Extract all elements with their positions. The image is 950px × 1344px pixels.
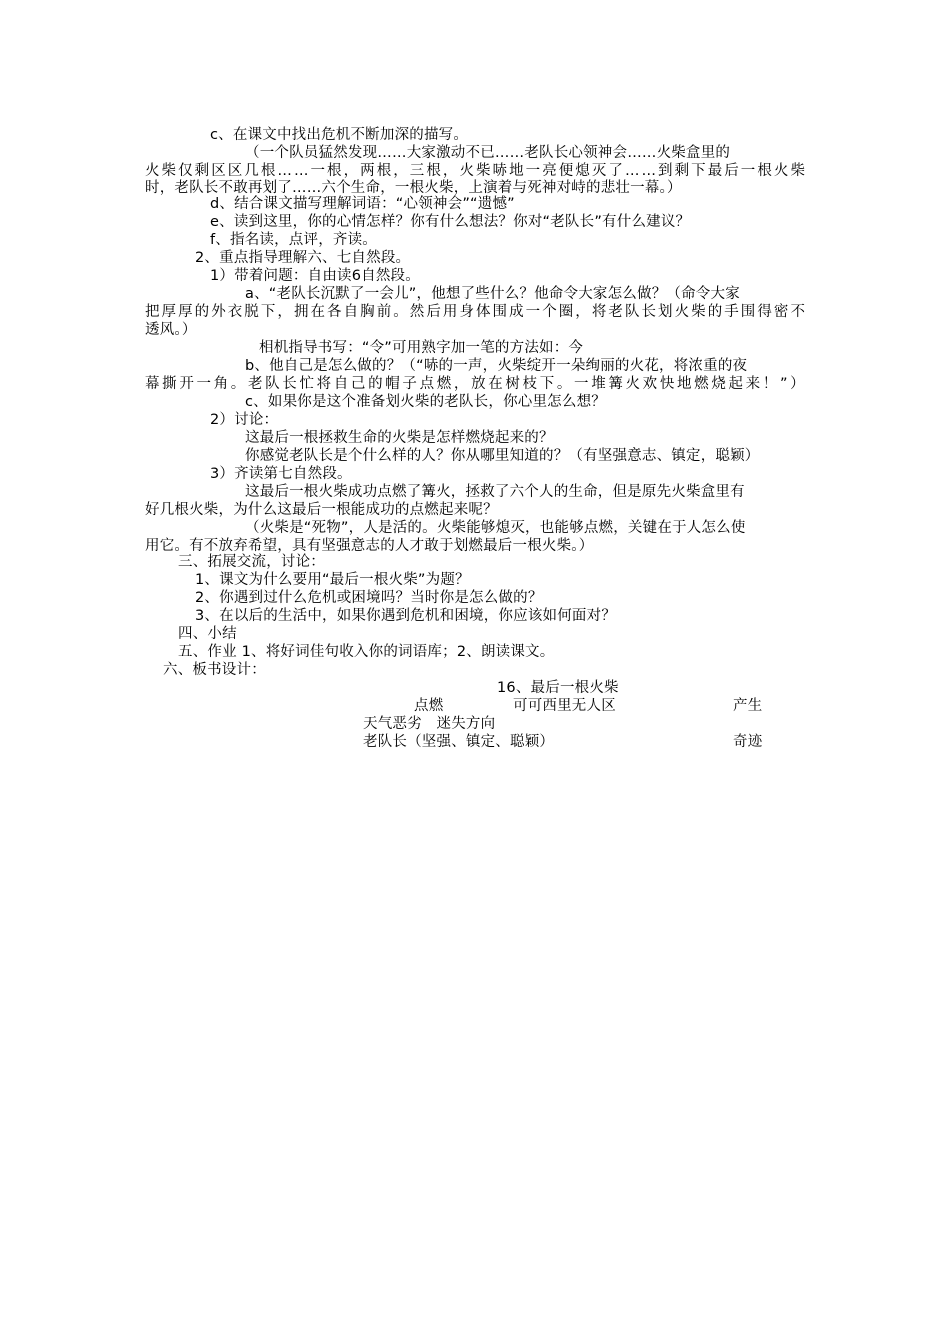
text-line: 2、你遇到过什么危机或困境吗？当时你是怎么做的？: [195, 590, 543, 606]
text-line: 1）带着问题：自由读6自然段。: [210, 268, 420, 284]
section-heading: 三、拓展交流，讨论：: [178, 554, 325, 570]
board-item: 天气恶劣 迷失方向: [363, 716, 496, 732]
section-heading: 四、小结: [178, 626, 237, 642]
text-line: 2、重点指导理解六、七自然段。: [195, 250, 411, 266]
text-line: f、指名读，点评，齐读。: [210, 232, 378, 248]
text-line: 这最后一根拯救生命的火柴是怎样燃烧起来的？: [245, 430, 554, 446]
section-heading: 六、板书设计：: [163, 662, 266, 678]
text-line: e、读到这里，你的心情怎样？你有什么想法？你对“老队长”有什么建议？: [210, 214, 691, 230]
board-item: 产生: [733, 698, 763, 714]
text-line: 用它。有不放弃希望，具有坚强意志的人才敢于划燃最后一根火柴。）: [145, 538, 594, 554]
text-line: b、他自己是怎么做的？（“哧的一声，火柴绽开一朵绚丽的火花，将浓重的夜: [245, 358, 748, 374]
text-line: 这最后一根火柴成功点燃了篝火，拯救了六个人的生命，但是原先火柴盒里有: [245, 484, 745, 500]
text-line: 好几根火柴，为什么这最后一根能成功的点燃起来呢？: [145, 502, 498, 518]
text-line: d、结合课文描写理解词语：“心领神会”“遗憾”: [210, 196, 515, 212]
text-line: 时，老队长不敢再划了……六个生命，一根火柴，上演着与死神对峙的悲壮一幕。）: [145, 180, 682, 196]
board-item: 可可西里无人区: [513, 698, 616, 714]
text-line: 火柴仅剩区区几根……一根，两根，三根，火柴哧地一亮便熄灭了……到剩下最后一根火柴: [145, 163, 807, 179]
text-line: a、“老队长沉默了一会儿”，他想了些什么？他命令大家怎么做？（命令大家: [245, 286, 740, 302]
text-line: c、如果你是这个准备划火柴的老队长，你心里怎么想？: [245, 394, 606, 410]
section-heading: 五、作业 1、将好词佳句收入你的词语库；2、朗读课文。: [178, 644, 555, 660]
text-line: 幕撕开一角。老队长忙将自己的帽子点燃，放在树枝下。一堆篝火欢快地燃烧起来！”）: [145, 376, 808, 392]
text-line: （火柴是“死物”，人是活的。火柴能够熄灭，也能够点燃，关键在于人怎么使: [245, 520, 746, 536]
text-line: 相机指导书写：“令”可用熟字加一笔的方法如：今: [259, 340, 584, 356]
text-line: （一个队员猛然发现……大家激动不已……老队长心领神会……火柴盒里的: [245, 145, 731, 161]
board-item: 奇迹: [733, 734, 763, 750]
text-line: 3）齐读第七自然段。: [210, 466, 352, 482]
text-line: 2）讨论：: [210, 412, 279, 428]
board-title: 16、最后一根火柴: [497, 680, 619, 696]
text-line: 你感觉老队长是个什么样的人？你从哪里知道的？（有坚强意志、镇定，聪颖）: [245, 448, 760, 464]
text-line: 3、在以后的生活中，如果你遇到危机和困境，你应该如何面对？: [195, 608, 617, 624]
board-item: 老队长（坚强、镇定、聪颖）: [363, 734, 555, 750]
text-line: 1、课文为什么要用“最后一根火柴”为题？: [195, 572, 470, 588]
text-line: c、在课文中找出危机不断加深的描写。: [210, 127, 469, 143]
text-line: 把厚厚的外衣脱下，拥在各自胸前。然后用身体围成一个圈，将老队长划火柴的手围得密不: [145, 304, 807, 320]
text-line: 透风。）: [145, 322, 197, 338]
board-item: 点燃: [414, 698, 444, 714]
